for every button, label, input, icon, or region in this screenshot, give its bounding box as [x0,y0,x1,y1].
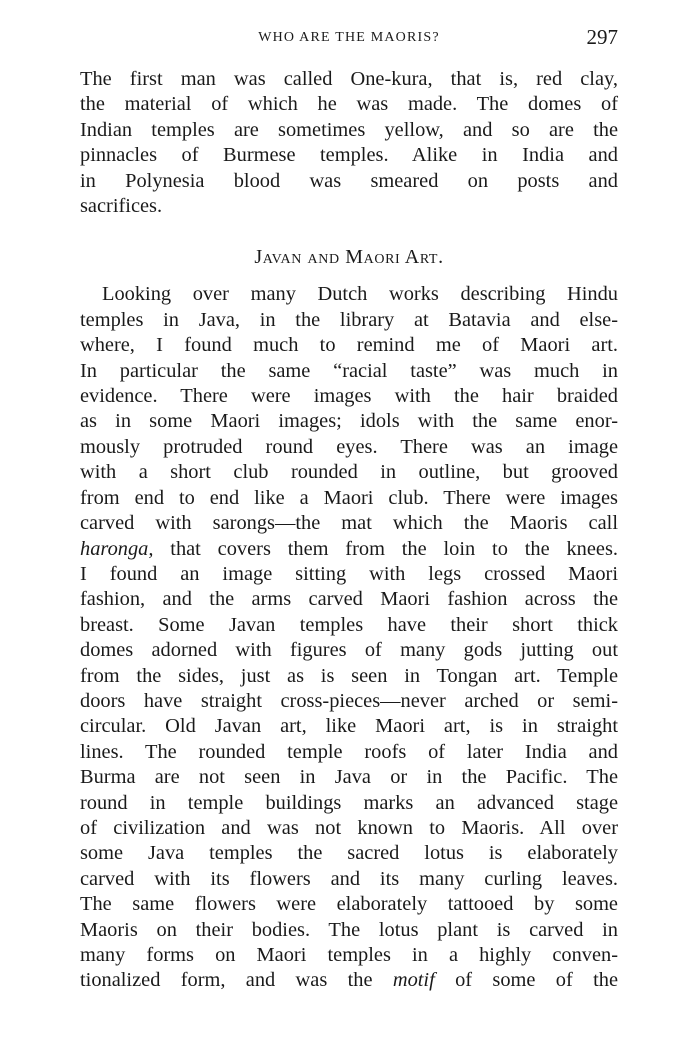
text-line: Maoris on their bodies. The lotus plant is carved in [80,918,618,941]
italic-term-motif: motif [392,969,435,992]
paragraph-red-clay [80,67,618,219]
paragraph-javan-art [80,282,618,993]
text-line: mously protruded round eyes. There was an image [80,435,618,458]
text-line: some Java temples the sacred lotus is elaborately [80,842,618,865]
text-line: domes adorned with figures of many gods jutting out [80,639,618,662]
text-line: lines. The rounded temple roofs of later India and [80,740,618,763]
text-line: pinnacles of Burmese temples. Alike in India and [80,144,618,167]
text-line: Looking over many Dutch works describing Hindu [102,283,618,306]
italic-term-haronga: haronga, [80,537,154,560]
text-line: The same flowers were elaborately tattooed by some [80,893,618,916]
page-content [80,22,618,994]
text-line: round in temple buildings marks an advanced stage [80,791,618,814]
text-line: many forms on Maori temples in a highly conven- [80,944,618,966]
text-line: from end to end like a Maori club. There were images [80,486,618,509]
text-line: in Polynesia blood was smeared on posts and [80,169,618,192]
text-fragment: of some of the [434,969,618,992]
text-line: with a short club rounded in outline, but grooved [80,461,618,484]
text-line: the material of which he was made. The domes of [80,93,618,116]
text-line: circular. Old Javan art, like Maori art, is in straight [80,715,618,738]
text-line [80,537,618,562]
text-line: of civilization and was not known to Maoris. All over [80,816,618,839]
text-line: Indian temples are sometimes yellow, and so are the [80,118,618,141]
running-title: WHO ARE THE MAORIS? [258,30,440,45]
text-line: Burma are not seen in Java or in the Pacific. The [80,766,618,789]
text-line: evidence. There were images with the hair braided [80,385,618,408]
text-line: sacrifices. [80,195,163,218]
running-header [80,22,618,56]
text-line: breast. Some Javan temples have their short thick [80,613,618,636]
text-line: from the sides, just as is seen in Tongan art. Temple [80,664,618,687]
text-line: I found an image sitting with legs crossed Maori [80,562,618,585]
section-heading: Javan and Maori Art. [254,246,444,269]
text-line: fashion, and the arms carved Maori fashion across the [80,588,618,611]
text-line [80,968,618,993]
text-line: as in some Maori images; idols with the same enor- [80,410,618,433]
text-fragment: tionalized form, and was the [80,969,393,992]
page-number: 297 [586,25,618,49]
text-line: doors have straight cross-pieces—never arched or semi- [80,689,618,712]
text-line: temples in Java, in the library at Batavia and else- [80,308,618,331]
text-line: The first man was called One-kura, that is, red clay, [80,68,618,90]
text-line: where, I found much to remind me of Maori art. [80,334,618,357]
text-line: carved with its flowers and its many curling leaves. [80,867,618,890]
text-line: carved with sarongs—the mat which the Maoris call [80,512,618,535]
text-line: In particular the same “racial taste” was much in [80,359,618,382]
text-fragment: that covers them from the loin to the knees. [153,537,618,560]
